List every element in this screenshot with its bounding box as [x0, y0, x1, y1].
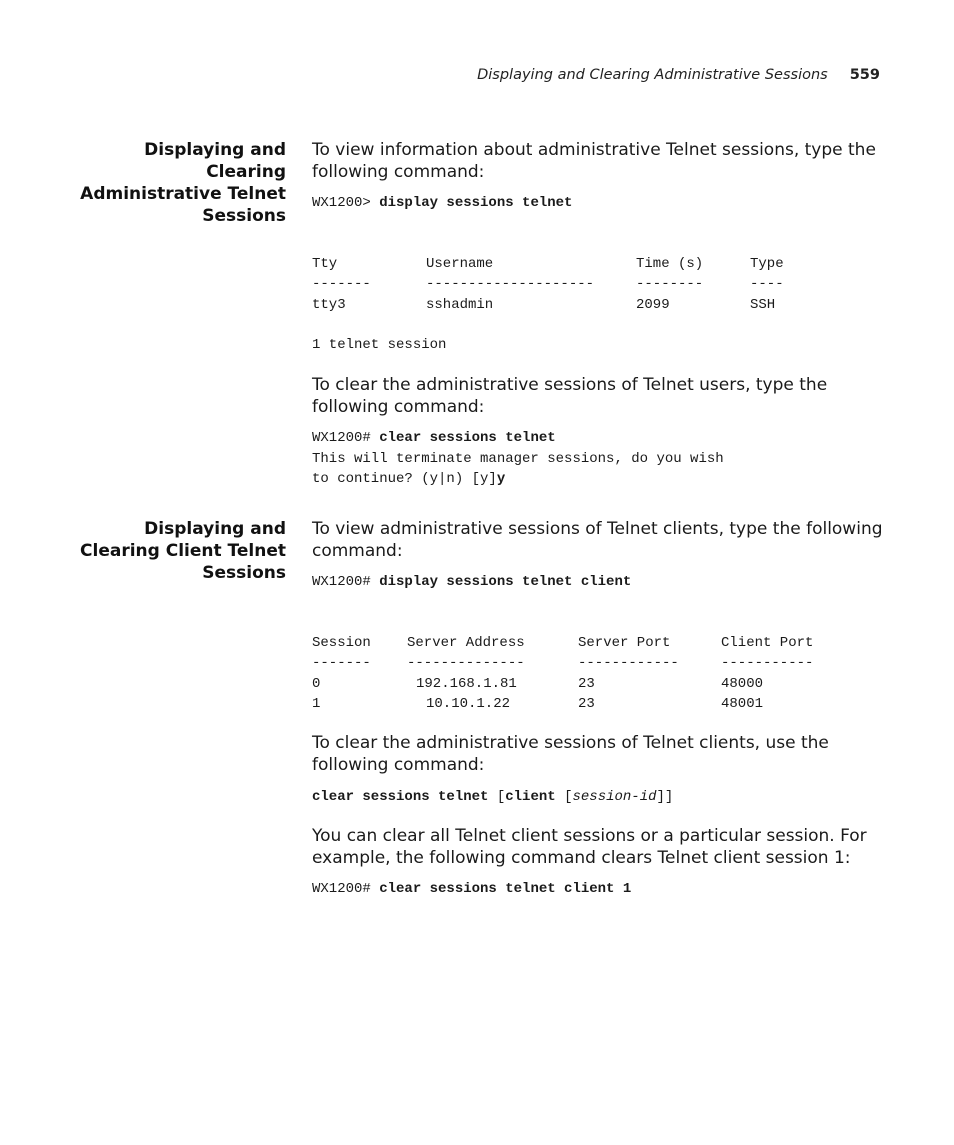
syntax-command: clear sessions telnet [312, 789, 489, 805]
page-number: 559 [849, 67, 880, 83]
table-divider: ------------ [578, 655, 679, 672]
running-header [477, 67, 880, 83]
section1-intro: To view information about administrative Telnet sessions, type the following command: [312, 140, 876, 182]
running-header-title: Displaying and Clearing Administrative Sessions [477, 67, 828, 83]
section1-command-block [312, 193, 892, 214]
confirm-line [312, 469, 892, 490]
clear-command-line [312, 428, 892, 449]
table-divider: -------- [636, 276, 704, 293]
confirm-answer: y [496, 471, 506, 487]
command-syntax [312, 787, 892, 808]
section2-clear-intro: To clear the administrative sessions of Telnet clients, use the following command: [312, 733, 829, 775]
table-cell: 2099 [636, 296, 670, 313]
command-prompt: WX1200# [312, 430, 380, 446]
table-header-cell: Type [750, 256, 784, 272]
table-cell: 23 [578, 695, 595, 712]
table-header-cell: Time (s) [636, 256, 704, 272]
table-cell: 23 [578, 675, 595, 692]
client-sessions-table [312, 633, 814, 714]
section2-clear-block [312, 732, 892, 776]
table-divider: -------------------- [426, 276, 595, 293]
syntax-bracket: ]] [656, 789, 674, 805]
syntax-bracket: [ [555, 789, 573, 805]
table-cell: 48000 [721, 675, 764, 692]
section-heading-client-telnet [70, 518, 286, 584]
command-text: clear sessions telnet client 1 [379, 881, 632, 897]
section1-command-line [312, 193, 892, 214]
table-header-row [312, 254, 784, 274]
heading-line: Sessions [202, 206, 286, 226]
syntax-bracket: [ [488, 789, 506, 805]
table-row [312, 674, 764, 694]
command-prompt: WX1200> [312, 195, 380, 211]
heading-line: Clearing [206, 162, 286, 182]
heading-line: Administrative Telnet [80, 184, 286, 204]
section2-command-block [312, 572, 892, 593]
example-command-block [312, 879, 892, 900]
section1-intro-block [312, 139, 892, 183]
section-heading-admin-telnet [70, 139, 286, 227]
syntax-parameter: session-id [572, 789, 657, 805]
table-divider-row [312, 653, 814, 673]
example-intro: You can clear all Telnet client sessions or a particular session. For example, the following command clears Telnet client session 1: [312, 826, 867, 868]
table-cell: 48001 [721, 695, 764, 712]
table-header-row [312, 633, 814, 653]
section1-clear-intro: To clear the administrative sessions of Telnet users, type the following command: [312, 375, 828, 417]
table-header-cell: Server Port [578, 635, 671, 651]
section1-clear-block [312, 374, 892, 418]
table-header-cell: Tty [312, 256, 338, 272]
table-divider-row [312, 274, 784, 294]
table-cell: 0 [312, 675, 321, 692]
table-cell: tty3 [312, 296, 346, 313]
command-text: display sessions telnet client [379, 574, 632, 590]
table-divider: ------- [312, 655, 371, 672]
section1-summary-block [312, 335, 892, 356]
table-cell: 1 [312, 695, 321, 712]
table-divider: -------------- [407, 655, 525, 672]
heading-line: Displaying and [144, 519, 286, 539]
confirm-prompt: to continue? (y|n) [y] [312, 471, 497, 487]
table-cell: 10.10.1.22 [426, 695, 511, 712]
table-cell: SSH [750, 296, 776, 313]
section1-clear-command-block [312, 428, 892, 490]
table-header-cell: Server Address [407, 635, 525, 651]
command-prompt: WX1200# [312, 574, 380, 590]
syntax-block [312, 787, 892, 808]
section2-intro: To view administrative sessions of Telnet clients, type the following command: [312, 519, 883, 561]
session-count: 1 telnet session [312, 337, 447, 353]
table-header-cell: Client Port [721, 635, 814, 651]
example-command-line [312, 879, 892, 900]
table-cell: 192.168.1.81 [416, 675, 517, 692]
section2-intro-block [312, 518, 892, 562]
table-divider: ----------- [721, 655, 814, 672]
heading-line: Clearing Client Telnet [80, 541, 286, 561]
table-row [312, 694, 764, 714]
command-prompt: WX1200# [312, 881, 380, 897]
table-cell: sshadmin [426, 296, 494, 313]
confirm-line: This will terminate manager sessions, do you wish [312, 450, 724, 467]
command-text: clear sessions telnet [379, 430, 556, 446]
table-row [312, 295, 776, 315]
table-divider: ---- [750, 276, 784, 293]
command-text: display sessions telnet [379, 195, 573, 211]
example-intro-block [312, 825, 892, 869]
heading-line: Displaying and [144, 140, 286, 160]
table-header-cell: Username [426, 256, 494, 272]
table-divider: ------- [312, 276, 371, 293]
heading-line: Sessions [202, 563, 286, 583]
syntax-keyword: client [505, 789, 556, 805]
admin-sessions-table [312, 254, 784, 315]
section2-command-line [312, 572, 892, 593]
table-header-cell: Session [312, 635, 371, 651]
